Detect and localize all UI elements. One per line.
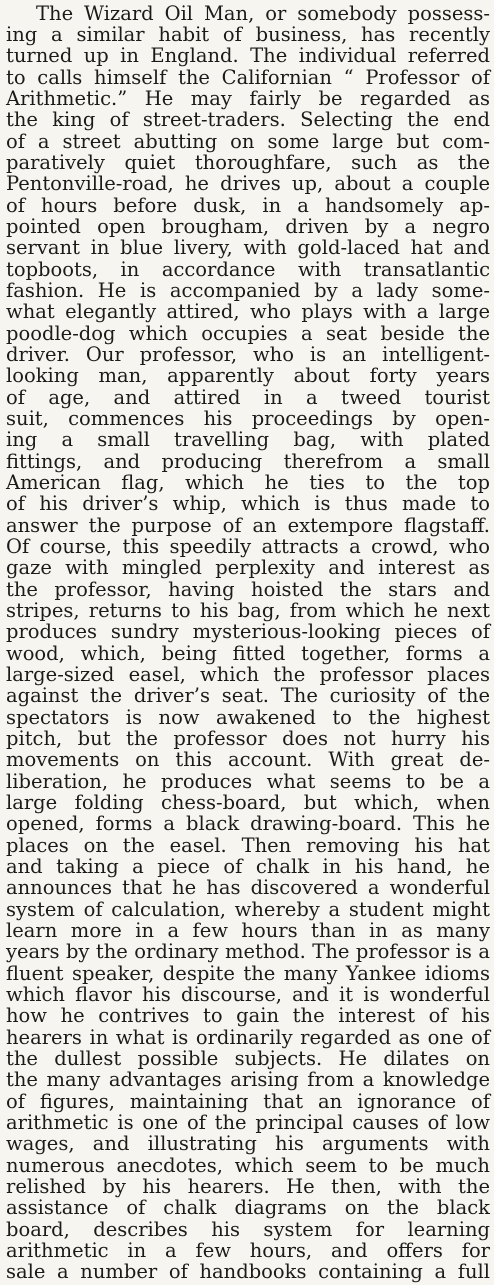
text-line: and taking a piece of chalk in his hand, he [6,855,490,878]
text-line: assistance of chalk diagrams on the black [6,1196,490,1219]
text-line: stripes, returns to his bag, from which he next [6,599,490,622]
text-line: sale a number of handbooks containing a full [6,1260,490,1283]
text-line: Of course, this speedily attracts a crowd, who [6,535,490,558]
text-line: the professor, having hoisted the stars and [6,578,490,601]
text-line: of a street abutting on some large but com- [6,130,490,153]
text-line: wages, and illustrating his arguments with [6,1132,490,1155]
text-line: what elegantly attired, who plays with a large [6,300,490,323]
text-line: American flag, which he ties to the top [6,471,490,494]
text-line: which flavor his discourse, and it is wonderful [6,983,490,1006]
text-line: places on the easel. Then removing his hat [6,834,490,857]
text-line: Arithmetic.” He may fairly be regarded as [6,87,490,110]
text-line: hearers in what is ordinarily regarded as one of [6,1026,490,1049]
text-line: fashion. He is accompanied by a lady some- [6,279,490,302]
text-line: announces that he has discovered a wonderful [6,876,490,899]
text-line: fluent speaker, despite the many Yankee idioms [6,962,490,985]
text-line: ing a small travelling bag, with plated [6,428,490,451]
text-line: large folding chess-board, but which, when [6,791,490,814]
text-line: arithmetic in a few hours, and offers for [6,1239,490,1262]
text-line: turned up in England. The individual referred [6,44,490,67]
text-line: poodle-dog which occupies a seat beside the [6,322,490,345]
text-line: answer the purpose of an extempore flagstaff. [6,514,490,537]
text-line: movements on this account. With great de- [6,748,490,771]
text-line: of his driver’s whip, which is thus made to [6,492,490,515]
text-line: how he contrives to gain the interest of his [6,1004,490,1027]
text-line: paratively quiet thoroughfare, such as the [6,151,490,174]
text-line: system of calculation, whereby a student might [6,898,490,921]
text-line: to calls himself the Californian “ Professor of [6,66,490,89]
text-line: gaze with mingled perplexity and interest as [6,556,490,579]
text-line: the dullest possible subjects. He dilates on [6,1047,490,1070]
text-line: of figures, maintaining that an ignorance of [6,1090,490,1113]
text-line: driver. Our professor, who is an intelligent- [6,343,490,366]
text-line: servant in blue livery, with gold-laced hat and [6,236,490,259]
text-line: large-sized easel, which the professor places [6,663,490,686]
text-line: learn more in a few hours than in as many [6,919,490,942]
text-line: arithmetic is one of the principal causes of low [6,1111,490,1134]
text-line: of age, and attired in a tweed tourist [6,386,490,409]
text-line: pitch, but the professor does not hurry his [6,727,490,750]
text-line: ing a similar habit of business, has recently [6,23,490,46]
text-line: the king of street-traders. Selecting the end [6,108,490,131]
text-line: topboots, in accordance with transatlantic [6,258,490,281]
text-line: fittings, and producing therefrom a small [6,450,490,473]
text-line: produces sundry mysterious-looking pieces of [6,620,490,643]
text-line: relished by his hearers. He then, with the [6,1175,490,1198]
text-line: The Wizard Oil Man, or somebody possess- [36,2,490,25]
text-line: opened, forms a black drawing-board. This he [6,812,490,835]
text-line: liberation, he produces what seems to be a [6,770,490,793]
text-line: board, describes his system for learning [6,1218,490,1241]
text-line: Pentonville-road, he drives up, about a couple [6,172,490,195]
text-line: against the driver’s seat. The curiosity of the [6,684,490,707]
text-line: years by the ordinary method. The professor is a [6,940,490,963]
text-line: numerous anecdotes, which seem to be much [6,1154,490,1177]
text-line: suit, commences his proceedings by open- [6,407,490,430]
text-line: the many advantages arising from a knowledge [6,1068,490,1091]
text-line: wood, which, being fitted together, forms a [6,642,490,665]
text-line: looking man, apparently about forty years [6,364,490,387]
text-line: spectators is now awakened to the highest [6,706,490,729]
text-line: pointed open brougham, driven by a negro [6,215,490,238]
text-line: of hours before dusk, in a handsomely ap- [6,194,490,217]
